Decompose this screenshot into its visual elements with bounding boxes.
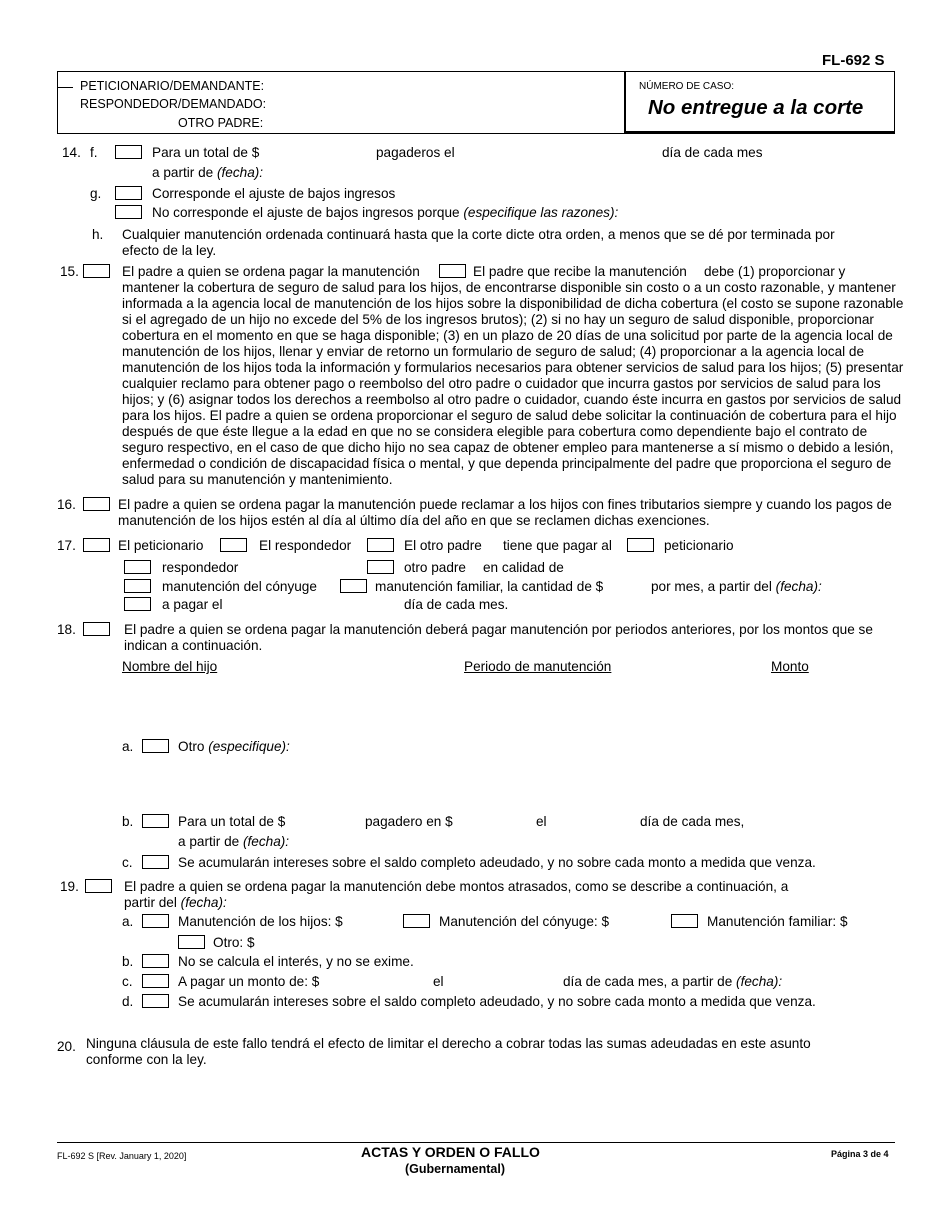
s14f-day-label: día de cada mes — [662, 145, 763, 160]
s14g-not-applies-italic: (especifique las razones): — [463, 205, 619, 220]
s18a-other-label — [178, 739, 290, 755]
s14g-applies-checkbox[interactable] — [115, 186, 142, 200]
s18a-letter: a. — [122, 739, 134, 754]
s18b-on-label: el — [536, 814, 547, 829]
s18a-other-text: Otro — [178, 739, 205, 754]
s16-text: El padre a quien se ordena pagar la manutención puede reclamar a los hijos con fines tributarios siempre y cuando los pagos de manutención de los hijos estén al día al último día del año en que se reclamen dichas exenciones. — [118, 497, 892, 528]
s17-day-each-label: día de cada mes. — [404, 597, 509, 612]
s14f-from-label — [152, 165, 263, 181]
s14g-not-applies-checkbox[interactable] — [115, 205, 142, 219]
s18-text: El padre a quien se ordena pagar la manutención deberá pagar manutención por periodos anteriores, por los montos que se indican a continuación. — [124, 622, 873, 653]
s16-checkbox[interactable] — [83, 497, 110, 511]
s14f-payable-label: pagaderos el — [376, 145, 455, 160]
petitioner-label: PETICIONARIO/DEMANDANTE: — [80, 79, 265, 93]
s15-opt1-label: El padre a quien se ordena pagar la manutención — [122, 264, 420, 279]
s17-per-month-italic: (fecha): — [775, 579, 822, 594]
s19-text2 — [124, 895, 227, 911]
s19b-text: No se calcula el interés, y no se exime. — [178, 954, 414, 969]
s19a-child-label: Manutención de los hijos: $ — [178, 914, 343, 929]
s19b-checkbox[interactable] — [142, 954, 169, 968]
s18b-checkbox[interactable] — [142, 814, 169, 828]
s18c-checkbox[interactable] — [142, 855, 169, 869]
s14f-from-text: a partir de — [152, 165, 214, 180]
s17-to-respondent-label: respondedor — [162, 560, 239, 575]
respondent-label: RESPONDEDOR/DEMANDADO: — [80, 97, 267, 111]
s19-text2-plain: partir del — [124, 895, 177, 910]
footer-rule — [57, 1142, 895, 1143]
s19c-on-label: el — [433, 974, 444, 989]
s18-col-child: Nombre del hijo — [122, 659, 218, 674]
s18b-day-label: día de cada mes, — [640, 814, 745, 829]
s14-number: 14. — [62, 145, 81, 160]
s17-per-month-text: por mes, a partir del — [651, 579, 772, 594]
s19d-text: Se acumularán intereses sobre el saldo completo adeudado, y no sobre cada monto a medida que venza. — [178, 994, 816, 1009]
s18-col-amount: Monto — [771, 659, 809, 674]
s14h-letter: h. — [92, 227, 104, 242]
s18-col-period: Periodo de manutención — [464, 659, 612, 674]
s19a-letter: a. — [122, 914, 134, 929]
s19c-day-label — [563, 974, 782, 990]
s19c-text: A pagar un monto de: $ — [178, 974, 320, 989]
s18-number: 18. — [57, 622, 76, 637]
s15-body-text: mantener la cobertura de seguro de salud para los hijos, de encontrarse disponible sin costo o a un costo razonable, y mantener informada a la agencia local de manutención de los hijos sobre la disponibilidad de dicha cobertura (el costo se supone razonable si el agregado de un hijo no excede del 5% de los ingresos brutos); (2) si no hay un seguro de salud disponible, proporcionar cobertura en el momento en que se haga disponible; (3) en un plazo de 20 días de una solicitud por parte de la agencia local de manutención de los hijos, llenar y enviar de retorno un formulario de seguro de salud; (4) proporcionar a la agencia local de manutención de los hijos toda la información y formularios necesarios para obtener servicios de salud para los hijos; (5) presentar cualquier reclamo para obtener pago o reembolso del otro padre o cuidador que incurra gastos por servicios de salud para los hijos; y (6) asignar todos los derechos a reembolso al otro padre o cuidador, cuando éste incurra en gastos por servicios de salud para los hijos. El padre a quien se ordena proporcionar el seguro de salud debe solicitar la continuación de cobertura para el hijo después de que éste llegue a la edad en que no se considera elegible para cobertura como dependiente bajo el contrato de seguro respectivo, en el caso de que dicho hijo no sea capaz de obtener empleo para mantenerse a sí mismo o debido a lesión, enfermedad o condición de discapacidad física o mental, y que dependa principalmente del padre que proporciona el seguro de salud para su manutención y mantenimiento. — [122, 280, 904, 487]
s19a-child-checkbox[interactable] — [142, 914, 169, 928]
s19-text2-italic: (fecha): — [180, 895, 227, 910]
s17-family-label: manutención familiar, la cantidad de $ — [375, 579, 604, 594]
case-number-label: NÚMERO DE CASO: — [639, 81, 735, 92]
s17-petitioner-label: El peticionario — [118, 538, 204, 553]
caption-divider — [624, 71, 626, 134]
s14h-text: Cualquier manutención ordenada continuará hasta que la corte dicte otra orden, a menos que se dé por terminada por efecto de la ley. — [122, 227, 835, 258]
s17-to-petitioner-checkbox[interactable] — [627, 538, 654, 552]
s14f-from-italic: (fecha): — [217, 165, 264, 180]
footer-title: ACTAS Y ORDEN O FALLO — [361, 1144, 540, 1160]
s17-to-respondent-checkbox[interactable] — [124, 560, 151, 574]
s19c-day-italic: (fecha): — [736, 974, 783, 989]
s14f-checkbox[interactable] — [115, 145, 142, 159]
s19-text: El padre a quien se ordena pagar la manutención debe montos atrasados, como se describe a continuación, a — [124, 879, 789, 894]
s19b-letter: b. — [122, 954, 134, 969]
s18-checkbox[interactable] — [83, 622, 110, 636]
s14g-not-applies-text: No corresponde el ajuste de bajos ingresos porque — [152, 205, 460, 220]
s17-other-parent-checkbox[interactable] — [367, 538, 394, 552]
s18b-from-label — [178, 834, 289, 850]
s17-to-other-label: otro padre — [404, 560, 466, 575]
caption-right-underline — [624, 131, 895, 134]
s14f-total-label: Para un total de $ — [152, 145, 260, 160]
s17-respondent-checkbox[interactable] — [220, 538, 247, 552]
s19a-other-checkbox[interactable] — [178, 935, 205, 949]
form-code: FL-692 S — [822, 52, 885, 69]
s18b-from-text: a partir de — [178, 834, 240, 849]
s17-number: 17. — [57, 538, 76, 553]
s15-opt2-label: El padre que recibe la manutención — [473, 264, 687, 279]
s18b-from-italic: (fecha): — [243, 834, 290, 849]
s17-respondent-label: El respondedor — [259, 538, 352, 553]
s19a-spousal-label: Manutención del cónyuge: $ — [439, 914, 610, 929]
s17-spousal-label: manutención del cónyuge — [162, 579, 317, 594]
s15-checkbox[interactable] — [83, 264, 110, 278]
s19c-letter: c. — [122, 974, 133, 989]
s19a-family-checkbox[interactable] — [671, 914, 698, 928]
s17-to-other-checkbox[interactable] — [367, 560, 394, 574]
s20-text: Ninguna cláusula de este fallo tendrá el efecto de limitar el derecho a cobrar todas las sumas adeudadas en este asunto conforme con la ley. — [86, 1036, 811, 1067]
s18b-payable-label: pagadero en $ — [365, 814, 453, 829]
s17-must-pay-label: tiene que pagar al — [503, 538, 612, 553]
s19-checkbox[interactable] — [85, 879, 112, 893]
s15-opt2-checkbox[interactable] — [439, 264, 466, 278]
s17-family-checkbox[interactable] — [340, 579, 367, 593]
s18c-text: Se acumularán intereses sobre el saldo completo adeudado, y no sobre cada monto a medida que venza. — [178, 855, 816, 870]
s19d-checkbox[interactable] — [142, 994, 169, 1008]
footer-form-rev: FL-692 S [Rev. January 1, 2020] — [57, 1151, 187, 1161]
s19-number: 19. — [60, 879, 79, 894]
footer-page: Página 3 de 4 — [831, 1149, 889, 1159]
s17-pay-on-checkbox[interactable] — [124, 597, 151, 611]
s15-lead-text: debe (1) proporcionar y — [704, 264, 846, 279]
s18a-checkbox[interactable] — [142, 739, 169, 753]
s14g-not-applies-label — [152, 205, 618, 221]
s14f-letter: f. — [90, 145, 98, 160]
s19d-letter: d. — [122, 994, 134, 1009]
s14g-letter: g. — [90, 186, 102, 201]
s19a-spousal-checkbox[interactable] — [403, 914, 430, 928]
s15-number: 15. — [60, 264, 79, 279]
s16-number: 16. — [57, 497, 76, 512]
s18a-other-italic: (especifique): — [208, 739, 290, 754]
s19a-family-label: Manutención familiar: $ — [707, 914, 848, 929]
s17-checkbox[interactable] — [83, 538, 110, 552]
s17-as-label: en calidad de — [483, 560, 564, 575]
case-number-value: No entregue a la corte — [648, 96, 864, 119]
s17-per-month-label — [651, 579, 822, 595]
s17-other-parent-label: El otro padre — [404, 538, 482, 553]
s18b-letter: b. — [122, 814, 134, 829]
other-parent-label: OTRO PADRE: — [178, 116, 264, 130]
footer-subtitle: (Gubernamental) — [405, 1162, 506, 1176]
s18c-letter: c. — [122, 855, 133, 870]
s17-spousal-checkbox[interactable] — [124, 579, 151, 593]
s17-pay-on-label: a pagar el — [162, 597, 223, 612]
s20-number: 20. — [57, 1039, 76, 1054]
caption-left-tick — [57, 87, 73, 88]
s19a-other-label: Otro: $ — [213, 935, 255, 950]
s18b-total-label: Para un total de $ — [178, 814, 286, 829]
s19c-day-text: día de cada mes, a partir de — [563, 974, 733, 989]
s14g-applies-label: Corresponde el ajuste de bajos ingresos — [152, 186, 396, 201]
s19c-checkbox[interactable] — [142, 974, 169, 988]
s17-to-petitioner-label: peticionario — [664, 538, 734, 553]
